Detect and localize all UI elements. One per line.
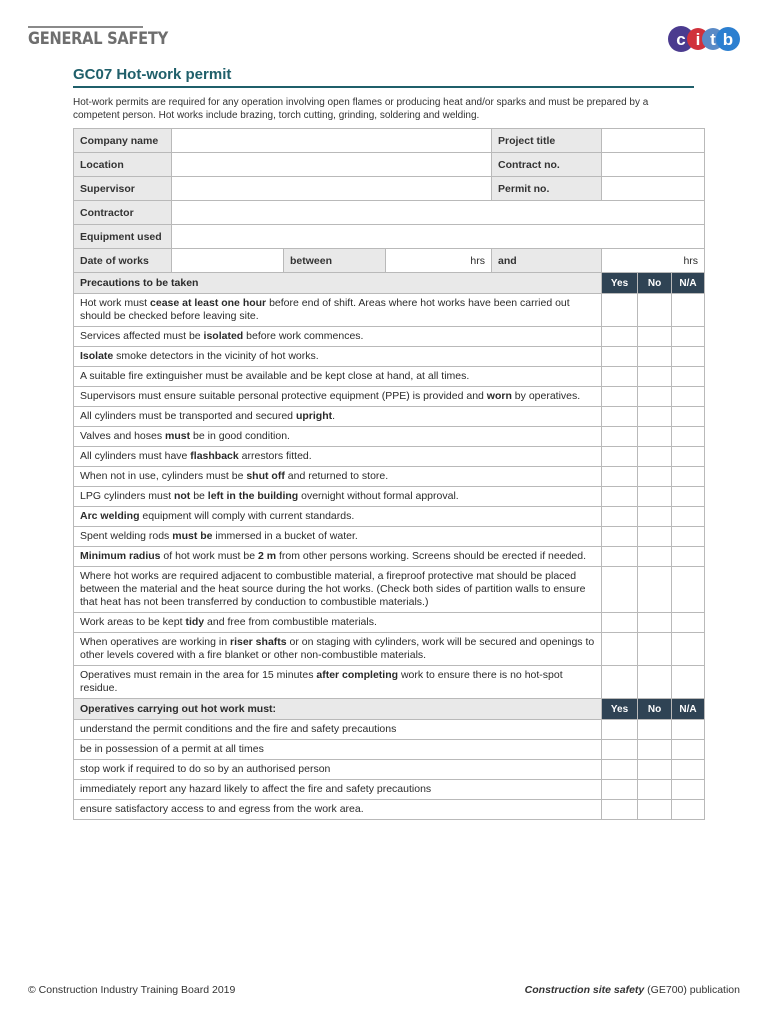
precaution-no-checkbox[interactable] bbox=[638, 666, 672, 699]
precaution-text: Operatives must remain in the area for 15 minutes after completing work to ensure there is no hot-spot residue. bbox=[74, 666, 602, 699]
precaution-na-checkbox[interactable] bbox=[672, 427, 705, 447]
precaution-no-checkbox[interactable] bbox=[638, 387, 672, 407]
precaution-na-checkbox[interactable] bbox=[672, 487, 705, 507]
precaution-row bbox=[74, 407, 705, 427]
publication-title: Construction site safety bbox=[524, 984, 645, 996]
precaution-yes-checkbox[interactable] bbox=[602, 547, 638, 567]
precaution-no-checkbox[interactable] bbox=[638, 407, 672, 427]
start-hrs-field[interactable]: hrs bbox=[386, 249, 492, 273]
precaution-na-checkbox[interactable] bbox=[672, 547, 705, 567]
yes-column-header: Yes bbox=[602, 699, 638, 720]
precaution-text: LPG cylinders must not be left in the building overnight without formal approval. bbox=[74, 487, 602, 507]
precaution-text: Supervisors must ensure suitable personal protective equipment (PPE) is provided and worn by operatives. bbox=[74, 387, 602, 407]
operative-duty-row bbox=[74, 760, 705, 780]
precaution-row bbox=[74, 447, 705, 467]
supervisor-field[interactable] bbox=[172, 177, 492, 201]
precaution-na-checkbox[interactable] bbox=[672, 347, 705, 367]
precaution-text: Where hot works are required adjacent to combustible material, a fireproof protective mat should be placed between the material and the heat source during the hot works. (Check both sides of partition walls to ensure that heat has not been transferred by conduction to combustible materials.) bbox=[74, 567, 602, 613]
precaution-na-checkbox[interactable] bbox=[672, 666, 705, 699]
precaution-text: Services affected must be isolated before work commences. bbox=[74, 327, 602, 347]
precaution-row bbox=[74, 633, 705, 666]
operative-duty-text: stop work if required to do so by an authorised person bbox=[74, 760, 602, 780]
na-column-header: N/A bbox=[672, 699, 705, 720]
precaution-text: When not in use, cylinders must be shut off and returned to store. bbox=[74, 467, 602, 487]
precaution-yes-checkbox[interactable] bbox=[602, 633, 638, 666]
end-hrs-field[interactable]: hrs bbox=[602, 249, 705, 273]
precaution-na-checkbox[interactable] bbox=[672, 527, 705, 547]
precaution-yes-checkbox[interactable] bbox=[602, 507, 638, 527]
precaution-yes-checkbox[interactable] bbox=[602, 567, 638, 613]
brand-title: GENERAL SAFETY bbox=[28, 29, 168, 49]
precaution-no-checkbox[interactable] bbox=[638, 633, 672, 666]
precaution-row bbox=[74, 547, 705, 567]
header-rule bbox=[28, 26, 143, 28]
precaution-no-checkbox[interactable] bbox=[638, 467, 672, 487]
precaution-no-checkbox[interactable] bbox=[638, 447, 672, 467]
precaution-na-checkbox[interactable] bbox=[672, 467, 705, 487]
footer-publication bbox=[525, 984, 740, 996]
operative-duty-row bbox=[74, 780, 705, 800]
operative-duty-no-checkbox[interactable] bbox=[638, 800, 672, 820]
project-title-field[interactable] bbox=[602, 129, 705, 153]
permit-no-field[interactable] bbox=[602, 177, 705, 201]
precaution-text: All cylinders must be transported and secured upright. bbox=[74, 407, 602, 427]
footer-copyright: © Construction Industry Training Board 2019 bbox=[28, 984, 236, 996]
precaution-no-checkbox[interactable] bbox=[638, 367, 672, 387]
logo-letter: c bbox=[676, 30, 686, 49]
precaution-no-checkbox[interactable] bbox=[638, 327, 672, 347]
intro-text: Hot-work permits are required for any operation involving open flames or producing heat and/or sparks and must be prepared by a competent person. Hot works include brazing, torch cutting, grinding, soldering and welding. bbox=[73, 97, 649, 121]
operative-duty-text: ensure satisfactory access to and egress from the work area. bbox=[74, 800, 602, 820]
precaution-na-checkbox[interactable] bbox=[672, 633, 705, 666]
company-name-field[interactable] bbox=[172, 129, 492, 153]
project-title-label: Project title bbox=[492, 129, 602, 153]
precaution-no-checkbox[interactable] bbox=[638, 347, 672, 367]
precaution-text: A suitable fire extinguisher must be available and be kept close at hand, at all times. bbox=[74, 367, 602, 387]
precaution-text: Hot work must cease at least one hour before end of shift. Areas where hot works have been carried out should be checked before leaving site. bbox=[74, 294, 602, 327]
precaution-row bbox=[74, 327, 705, 347]
precaution-yes-checkbox[interactable] bbox=[602, 347, 638, 367]
precaution-text: Arc welding equipment will comply with current standards. bbox=[74, 507, 602, 527]
no-column-header: No bbox=[638, 273, 672, 294]
precaution-text: Minimum radius of hot work must be 2 m from other persons working. Screens should be erected if needed. bbox=[74, 547, 602, 567]
precaution-row bbox=[74, 487, 705, 507]
operative-duty-no-checkbox[interactable] bbox=[638, 780, 672, 800]
precaution-row bbox=[74, 367, 705, 387]
operative-duty-no-checkbox[interactable] bbox=[638, 760, 672, 780]
precaution-yes-checkbox[interactable] bbox=[602, 427, 638, 447]
precaution-yes-checkbox[interactable] bbox=[602, 666, 638, 699]
operative-duty-row bbox=[74, 800, 705, 820]
operative-duty-text: be in possession of a permit at all times bbox=[74, 740, 602, 760]
operative-duty-na-checkbox[interactable] bbox=[672, 800, 705, 820]
title-rule bbox=[73, 86, 694, 88]
precaution-text: Work areas to be kept tidy and free from combustible materials. bbox=[74, 613, 602, 633]
precaution-no-checkbox[interactable] bbox=[638, 427, 672, 447]
location-label: Location bbox=[74, 153, 172, 177]
precaution-row bbox=[74, 613, 705, 633]
precaution-na-checkbox[interactable] bbox=[672, 613, 705, 633]
precaution-row bbox=[74, 567, 705, 613]
date-of-works-field[interactable] bbox=[172, 249, 284, 273]
operative-duty-na-checkbox[interactable] bbox=[672, 720, 705, 740]
precaution-no-checkbox[interactable] bbox=[638, 613, 672, 633]
contractor-label: Contractor bbox=[74, 201, 172, 225]
na-column-header: N/A bbox=[672, 273, 705, 294]
precaution-yes-checkbox[interactable] bbox=[602, 447, 638, 467]
precaution-yes-checkbox[interactable] bbox=[602, 467, 638, 487]
equipment-used-field[interactable] bbox=[172, 225, 705, 249]
supervisor-label: Supervisor bbox=[74, 177, 172, 201]
operatives-header-row bbox=[74, 699, 705, 720]
operative-duty-na-checkbox[interactable] bbox=[672, 760, 705, 780]
precaution-na-checkbox[interactable] bbox=[672, 294, 705, 327]
precaution-na-checkbox[interactable] bbox=[672, 387, 705, 407]
operative-duty-row bbox=[74, 720, 705, 740]
precaution-na-checkbox[interactable] bbox=[672, 567, 705, 613]
precaution-yes-checkbox[interactable] bbox=[602, 407, 638, 427]
precaution-text: All cylinders must have flashback arrestors fitted. bbox=[74, 447, 602, 467]
precaution-text: Spent welding rods must be immersed in a bucket of water. bbox=[74, 527, 602, 547]
precaution-text: When operatives are working in riser shafts or on staging with cylinders, work will be secured and openings to other levels covered with a fire blanket or other non-combustible materials. bbox=[74, 633, 602, 666]
location-field[interactable] bbox=[172, 153, 492, 177]
precaution-yes-checkbox[interactable] bbox=[602, 487, 638, 507]
publication-suffix: (GE700) publication bbox=[644, 984, 740, 996]
logo-letter: b bbox=[722, 30, 734, 49]
operative-duty-yes-checkbox[interactable] bbox=[602, 780, 638, 800]
precaution-no-checkbox[interactable] bbox=[638, 487, 672, 507]
precaution-row bbox=[74, 387, 705, 407]
operative-duty-yes-checkbox[interactable] bbox=[602, 800, 638, 820]
no-column-header: No bbox=[638, 699, 672, 720]
operative-duty-text: immediately report any hazard likely to affect the fire and safety precautions bbox=[74, 780, 602, 800]
form-title: GC07 Hot-work permit bbox=[73, 66, 232, 83]
logo-letter: t bbox=[710, 30, 716, 49]
logo-letter: i bbox=[695, 30, 701, 49]
precaution-no-checkbox[interactable] bbox=[638, 567, 672, 613]
precaution-yes-checkbox[interactable] bbox=[602, 367, 638, 387]
precaution-row bbox=[74, 347, 705, 367]
equipment-used-label: Equipment used bbox=[74, 225, 172, 249]
operatives-heading: Operatives carrying out hot work must: bbox=[74, 699, 602, 720]
operative-duty-no-checkbox[interactable] bbox=[638, 720, 672, 740]
precaution-na-checkbox[interactable] bbox=[672, 447, 705, 467]
precaution-no-checkbox[interactable] bbox=[638, 507, 672, 527]
permit-table bbox=[73, 128, 705, 820]
precaution-row bbox=[74, 527, 705, 547]
precaution-text: Valves and hoses must be in good condition. bbox=[74, 427, 602, 447]
precaution-row bbox=[74, 507, 705, 527]
precaution-yes-checkbox[interactable] bbox=[602, 387, 638, 407]
precaution-row bbox=[74, 294, 705, 327]
operative-duty-yes-checkbox[interactable] bbox=[602, 720, 638, 740]
precaution-na-checkbox[interactable] bbox=[672, 507, 705, 527]
operative-duty-row bbox=[74, 740, 705, 760]
precaution-no-checkbox[interactable] bbox=[638, 527, 672, 547]
precaution-row bbox=[74, 427, 705, 447]
precautions-header-row bbox=[74, 273, 705, 294]
company-name-label: Company name bbox=[74, 129, 172, 153]
operative-duty-no-checkbox[interactable] bbox=[638, 740, 672, 760]
precaution-na-checkbox[interactable] bbox=[672, 327, 705, 347]
precaution-row bbox=[74, 666, 705, 699]
precaution-na-checkbox[interactable] bbox=[672, 407, 705, 427]
contract-no-field[interactable] bbox=[602, 153, 705, 177]
contract-no-label: Contract no. bbox=[492, 153, 602, 177]
precaution-yes-checkbox[interactable] bbox=[602, 294, 638, 327]
yes-column-header: Yes bbox=[602, 273, 638, 294]
operative-duty-yes-checkbox[interactable] bbox=[602, 740, 638, 760]
operative-duty-na-checkbox[interactable] bbox=[672, 740, 705, 760]
citb-logo bbox=[667, 25, 741, 53]
date-of-works-label: Date of works bbox=[74, 249, 172, 273]
precaution-row bbox=[74, 467, 705, 487]
precaution-yes-checkbox[interactable] bbox=[602, 613, 638, 633]
precaution-yes-checkbox[interactable] bbox=[602, 327, 638, 347]
precaution-text: Isolate smoke detectors in the vicinity of hot works. bbox=[74, 347, 602, 367]
precaution-no-checkbox[interactable] bbox=[638, 294, 672, 327]
contractor-field[interactable] bbox=[172, 201, 705, 225]
between-label: between bbox=[284, 249, 386, 273]
operative-duty-yes-checkbox[interactable] bbox=[602, 760, 638, 780]
precautions-heading: Precautions to be taken bbox=[74, 273, 602, 294]
operative-duty-na-checkbox[interactable] bbox=[672, 780, 705, 800]
precaution-yes-checkbox[interactable] bbox=[602, 527, 638, 547]
permit-no-label: Permit no. bbox=[492, 177, 602, 201]
and-label: and bbox=[492, 249, 602, 273]
precaution-na-checkbox[interactable] bbox=[672, 367, 705, 387]
precaution-no-checkbox[interactable] bbox=[638, 547, 672, 567]
operative-duty-text: understand the permit conditions and the fire and safety precautions bbox=[74, 720, 602, 740]
